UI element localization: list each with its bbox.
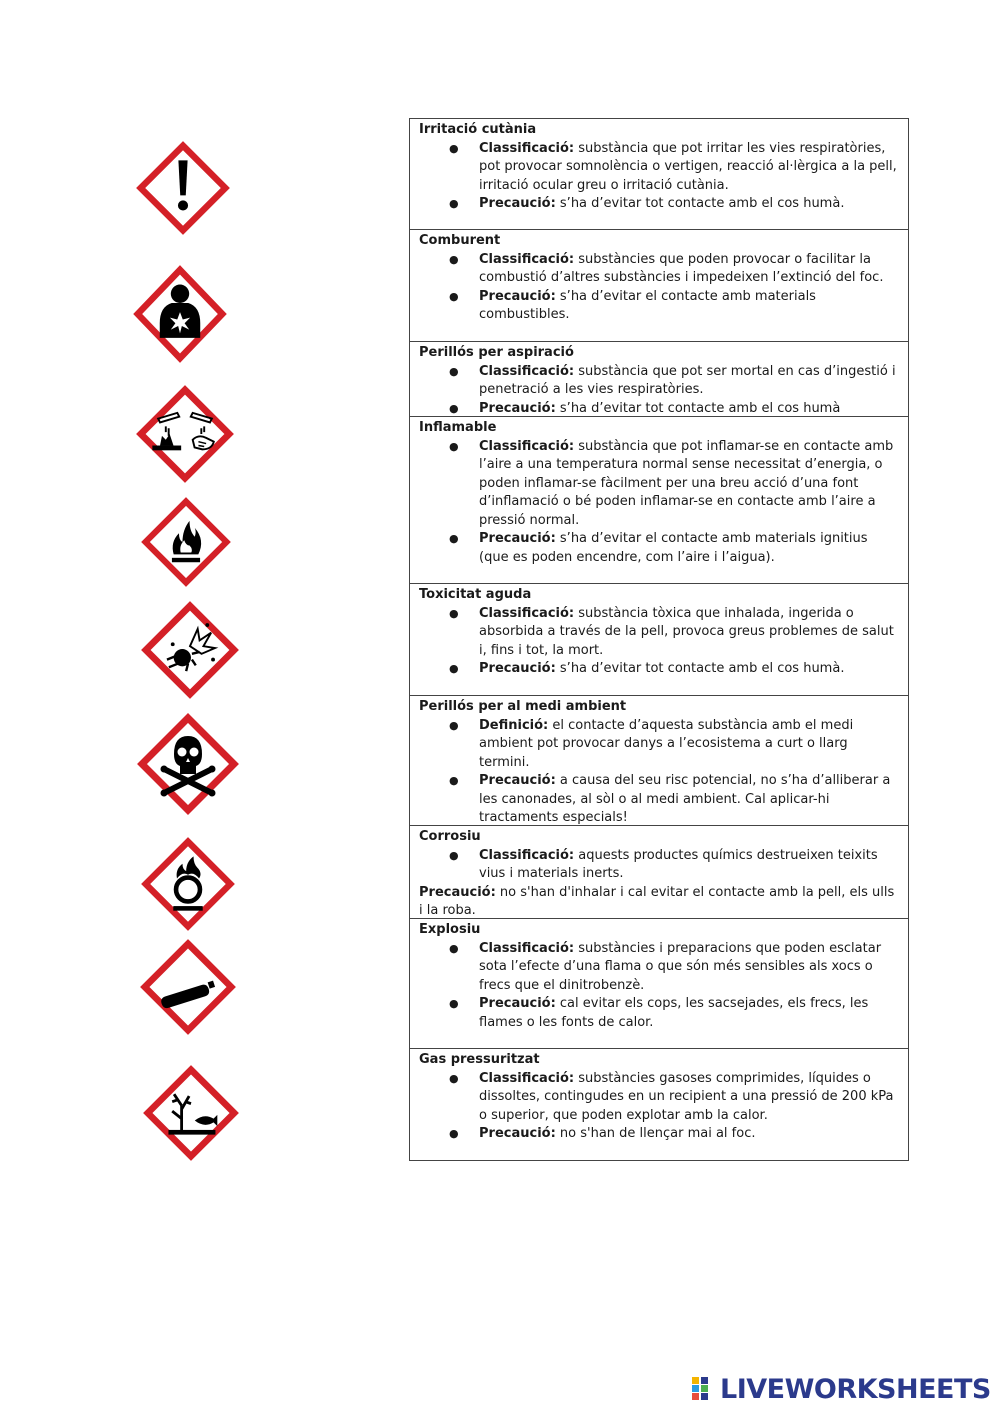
hazard-bullet <box>479 995 900 1032</box>
hazard-bullet-list <box>419 140 900 214</box>
bullet-text: cal evitar els cops, les sacsejades, els frecs, les flames o les fonts de calor. <box>479 996 869 1030</box>
hazard-extra-note <box>419 884 900 921</box>
hazard-title: Corrosiu <box>419 829 481 844</box>
bullet-term: Precaució: <box>479 1126 556 1141</box>
bullet-text: aquests productes químics destrueixen teixits vius i materials inerts. <box>479 847 878 881</box>
bullet-text: substància que pot ser mortal en cas d’ingestió i penetració a les vies respiratòries. <box>479 363 896 397</box>
skull-crossbones-icon <box>137 714 239 814</box>
hazard-bullet <box>479 530 900 567</box>
bullet-term: Classificació: <box>479 940 575 956</box>
bullet-term: Classificació: <box>479 847 575 863</box>
logo-text: LIVEWORKSHEETS <box>720 1373 991 1405</box>
bullet-text: substància tòxica que inhalada, ingerida o absorbida a través de la pell, provoca greus problemes de salut i, fins i tot, la mort. <box>479 605 894 658</box>
hazard-title: Explosiu <box>419 922 481 937</box>
bullet-term: Definició: <box>479 717 549 733</box>
hazard-bullet <box>479 288 900 325</box>
hazard-cell <box>410 230 908 342</box>
hazard-bullet <box>479 195 900 214</box>
pictogram-3 <box>137 386 233 482</box>
hazard-title: Toxicitat aguda <box>419 587 532 602</box>
hazard-bullet-list <box>419 847 900 884</box>
bullet-text: substància que pot inflamar-se en contacte amb l’aire a una temperatura normal sense necessitat d’energia, o poden inflamar-se fàcilment per una breu acció d’una font d’inflamació o bé poden inflamar-se en contacte amb l’aire a pressió normal. <box>479 438 894 528</box>
pictogram-7 <box>142 838 234 930</box>
hazard-cell <box>410 696 908 826</box>
hazard-title: Irritació cutània <box>419 122 537 137</box>
hazard-cell <box>410 417 908 584</box>
hazard-cell <box>410 584 908 696</box>
note-term: Precaució: <box>419 884 496 900</box>
hazard-title: Comburent <box>419 233 501 248</box>
health-hazard-icon <box>134 262 226 366</box>
bullet-term: Precaució: <box>479 288 556 304</box>
hazard-bullet <box>479 772 900 828</box>
bullet-term: Classificació: <box>479 251 575 267</box>
hazard-bullet <box>479 660 900 679</box>
pictogram-5 <box>142 602 238 698</box>
bullet-text: s’ha d’evitar el contacte amb materials combustibles. <box>479 288 816 322</box>
pictogram-9 <box>144 1066 238 1160</box>
bullet-text: a causa del seu risc potencial, no s’ha d’alliberar a les canonades, al sòl o al medi ambient. Cal aplicar-hi tractaments especials! <box>479 773 891 825</box>
note-text: no s'han d'inhalar i cal evitar el contacte amb la pell, els ulls i la roba. <box>419 884 895 918</box>
hazard-bullet <box>479 363 900 400</box>
environment-icon <box>144 1066 238 1160</box>
liveworksheets-logo-icon <box>692 1376 718 1402</box>
hazard-bullet <box>479 717 900 773</box>
hazard-bullet <box>479 251 900 288</box>
hazard-bullet-list <box>419 605 900 679</box>
bullet-text: substàncies i preparacions que poden esclatar sota l’efecte d’una flama o que són més sensibles als xocs o frecs que el dinitrobenzè. <box>479 940 882 993</box>
pictogram-2 <box>134 262 226 366</box>
hazard-bullet <box>479 1070 900 1126</box>
corrosion-icon <box>137 386 233 482</box>
hazard-table <box>409 118 909 1161</box>
bullet-text: no s'han de llençar mai al foc. <box>555 1126 756 1141</box>
bullet-text: s’ha d’evitar el contacte amb materials ignitius (que es poden encendre, com l’aire i l’aigua). <box>479 531 868 565</box>
hazard-title: Perillós per aspiració <box>419 345 574 360</box>
gas-cylinder-icon <box>140 940 236 1034</box>
hazard-bullet-list <box>419 717 900 828</box>
bullet-text: substància que pot irritar les vies respiratòries, pot provocar somnolència o vertigen, reacció al·lèrgica a la pell, irritació ocular greu o irritació cutània. <box>479 140 897 193</box>
hazard-bullet-list <box>419 1070 900 1144</box>
hazard-bullet-list <box>419 251 900 325</box>
exploding-bomb-icon <box>142 602 238 698</box>
bullet-text: s’ha d’evitar tot contacte amb el cos humà <box>555 400 841 416</box>
flame-over-circle-icon <box>142 838 234 930</box>
bullet-term: Precaució: <box>479 531 556 546</box>
hazard-bullet <box>479 605 900 661</box>
hazard-bullet-list <box>419 940 900 1033</box>
bullet-text: s’ha d’evitar tot contacte amb el cos humà. <box>555 661 845 676</box>
hazard-bullet <box>479 400 900 419</box>
hazard-cell <box>410 826 908 919</box>
bullet-text: s’ha d’evitar tot contacte amb el cos humà. <box>555 196 845 211</box>
bullet-term: Precaució: <box>479 996 556 1011</box>
hazard-bullet <box>479 1125 900 1144</box>
hazard-cell <box>410 1049 908 1162</box>
hazard-title: Perillós per al medi ambient <box>419 699 627 714</box>
bullet-term: Classificació: <box>479 605 575 621</box>
bullet-text: substàncies gasoses comprimides, líquides o dissoltes, contingudes en un recipient a una pressió de 200 kPa o superior, que poden explotar amb la calor. <box>479 1070 894 1123</box>
pictogram-8 <box>140 940 236 1034</box>
hazard-title: Gas pressuritzat <box>419 1052 540 1067</box>
bullet-text: el contacte d’aquesta substància amb el medi ambient pot provocar danys a l’ecosistema a curt o llarg termini. <box>479 717 854 770</box>
liveworksheets-logo <box>692 1374 991 1404</box>
pictogram-6 <box>137 714 239 814</box>
bullet-text: substàncies que poden provocar o facilitar la combustió d’altres substàncies i impedeixen l’extinció del foc. <box>479 251 884 285</box>
hazard-cell <box>410 119 908 230</box>
hazard-bullet <box>479 847 900 884</box>
bullet-term: Classificació: <box>479 438 575 454</box>
hazard-title: Inflamable <box>419 420 497 435</box>
hazard-bullet <box>479 940 900 996</box>
bullet-term: Classificació: <box>479 140 575 156</box>
hazard-bullet <box>479 140 900 196</box>
hazard-cell <box>410 342 908 417</box>
hazard-bullet-list <box>419 363 900 419</box>
flame-icon <box>142 498 230 586</box>
bullet-term: Precaució: <box>479 196 556 211</box>
hazard-cell <box>410 919 908 1049</box>
bullet-term: Classificació: <box>479 363 575 379</box>
bullet-term: Classificació: <box>479 1070 575 1086</box>
hazard-bullet-list <box>419 438 900 568</box>
exclamation-mark-icon <box>137 140 229 236</box>
pictogram-1 <box>137 140 229 236</box>
bullet-term: Precaució: <box>479 661 556 676</box>
bullet-term: Precaució: <box>479 400 556 416</box>
pictogram-4 <box>142 498 230 586</box>
hazard-bullet <box>479 438 900 531</box>
bullet-term: Precaució: <box>479 773 556 788</box>
